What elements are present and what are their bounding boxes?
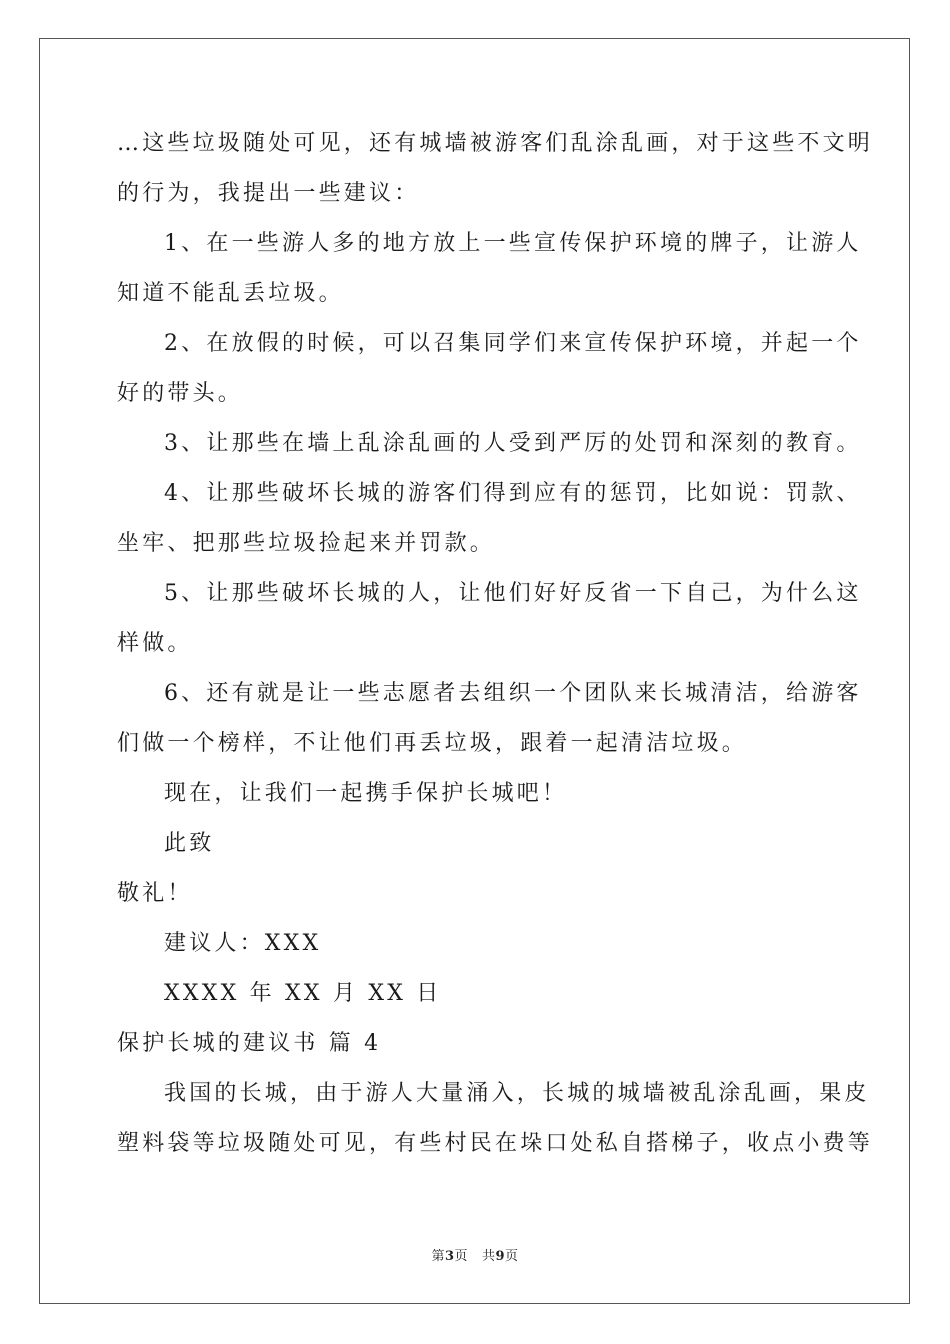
page-prefix: 第	[431, 1249, 445, 1264]
paragraph-line: 的行为，我提出一些建议：	[117, 181, 420, 206]
suggestion-1-line: 1、在一些游人多的地方放上一些宣传保护环境的牌子，让游人	[164, 231, 862, 256]
signature-line: 建议人：XXX	[164, 931, 322, 956]
page-total: 9	[495, 1249, 505, 1264]
paragraph-line: 塑料袋等垃圾随处可见，有些村民在垛口处私自搭梯子，收点小费等	[117, 1131, 874, 1156]
suggestion-6-line: 6、还有就是让一些志愿者去组织一个团队来长城清洁，给游客	[164, 681, 862, 706]
salutation-line: 此致	[164, 831, 215, 856]
section-heading: 保护长城的建议书 篇 4	[117, 1031, 382, 1056]
paragraph-line: 我国的长城，由于游人大量涌入，长城的城墙被乱涂乱画，果皮	[164, 1081, 870, 1106]
suggestion-5-line: 5、让那些破坏长城的人，让他们好好反省一下自己，为什么这	[164, 581, 862, 606]
suggestion-2-line: 2、在放假的时候，可以召集同学们来宣传保护环境，并起一个	[164, 331, 862, 356]
suggestion-4-line: 坐牢、把那些垃圾捡起来并罚款。	[117, 531, 496, 556]
suggestion-5-line: 样做。	[117, 631, 193, 656]
closing-line: 现在，让我们一起携手保护长城吧！	[164, 781, 568, 806]
suggestion-3-line: 3、让那些在墙上乱涂乱画的人受到严厉的处罚和深刻的教育。	[164, 431, 862, 456]
suggestion-1-line: 知道不能乱丢垃圾。	[117, 281, 344, 306]
page-footer	[0, 1245, 950, 1264]
paragraph-line: …这些垃圾随处可见，还有城墙被游客们乱涂乱画，对于这些不文明	[117, 131, 874, 156]
date-line: XXXX 年 XX 月 XX 日	[164, 981, 442, 1006]
suggestion-6-line: 们做一个榜样，不让他们再丢垃圾，跟着一起清洁垃圾。	[117, 731, 748, 756]
suggestion-2-line: 好的带头。	[117, 381, 244, 406]
page-mid: 页 共	[454, 1249, 496, 1264]
page-current: 3	[445, 1249, 455, 1264]
suggestion-4-line: 4、让那些破坏长城的游客们得到应有的惩罚，比如说：罚款、	[164, 481, 862, 506]
page-suffix: 页	[505, 1249, 519, 1264]
salutation-line: 敬礼！	[117, 881, 193, 906]
